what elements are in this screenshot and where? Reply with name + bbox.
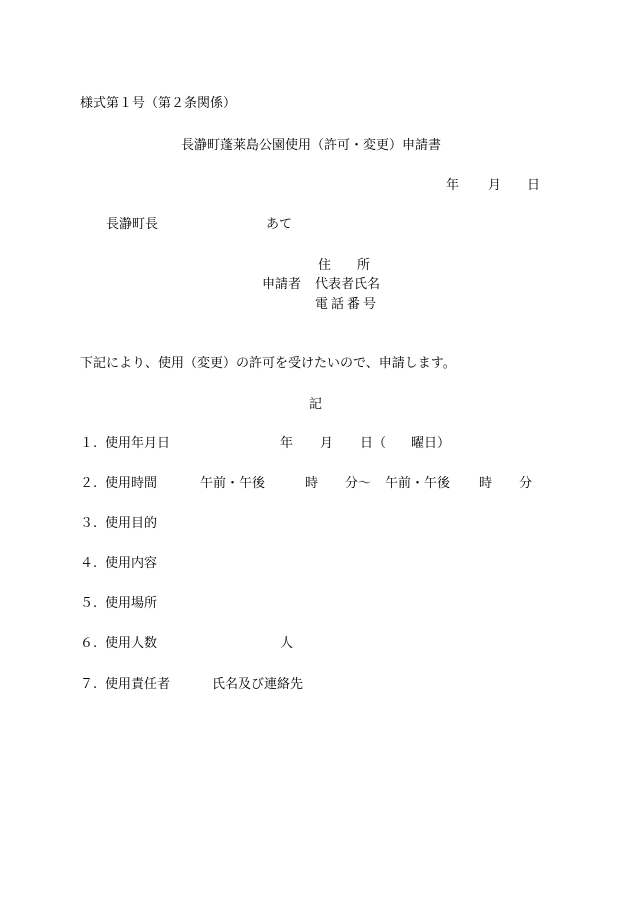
address-label: 住 所 — [318, 258, 371, 273]
hour-label: 時 — [305, 476, 319, 491]
date-year-label: 年 — [446, 178, 460, 193]
weekday-label: 曜日） — [411, 436, 451, 451]
addressee-name: 長瀞町長 — [106, 217, 159, 232]
day-label: 日（ — [360, 436, 387, 451]
item-number: ２. — [80, 476, 98, 491]
document-title: 長瀞町蓬莱島公園使用（許可・変更）申請書 — [181, 138, 442, 153]
representative-label: 代表者氏名 — [315, 277, 381, 292]
ampm-label: 午前・午後 — [385, 476, 451, 491]
item-number: ７. — [80, 677, 98, 692]
year-label: 年 — [280, 436, 294, 451]
month-label: 月 — [320, 436, 334, 451]
date-month-label: 月 — [488, 178, 502, 193]
body-text: 下記により、使用（変更）の許可を受けたいので、申請します。 — [80, 356, 456, 371]
addressee-suffix: あて — [266, 217, 293, 232]
phone-label: 電話番号 — [315, 297, 380, 312]
item-label: 使用目的 — [105, 516, 158, 531]
item-label: 使用場所 — [105, 596, 158, 611]
item-number: ５. — [80, 596, 98, 611]
item-label: 使用内容 — [105, 556, 158, 571]
item-number: ４. — [80, 556, 98, 571]
item-number: １. — [80, 436, 98, 451]
contact-label: 氏名及び連絡先 — [212, 677, 304, 692]
item-label: 使用人数 — [105, 636, 158, 651]
people-unit-label: 人 — [280, 636, 294, 651]
ampm-label: 午前・午後 — [200, 476, 266, 491]
item-number: ３. — [80, 516, 98, 531]
ki-heading: 記 — [309, 397, 323, 412]
date-day-label: 日 — [527, 178, 541, 193]
minute-label: 分〜 — [345, 476, 372, 491]
item-number: ６. — [80, 636, 98, 651]
hour-label: 時 — [479, 476, 493, 491]
applicant-label: 申請者 — [262, 277, 302, 292]
item-label: 使用年月日 — [105, 436, 171, 451]
minute-label: 分 — [519, 476, 533, 491]
item-label: 使用責任者 — [105, 677, 171, 692]
form-number: 様式第１号（第２条関係） — [80, 96, 237, 111]
item-label: 使用時間 — [105, 476, 158, 491]
